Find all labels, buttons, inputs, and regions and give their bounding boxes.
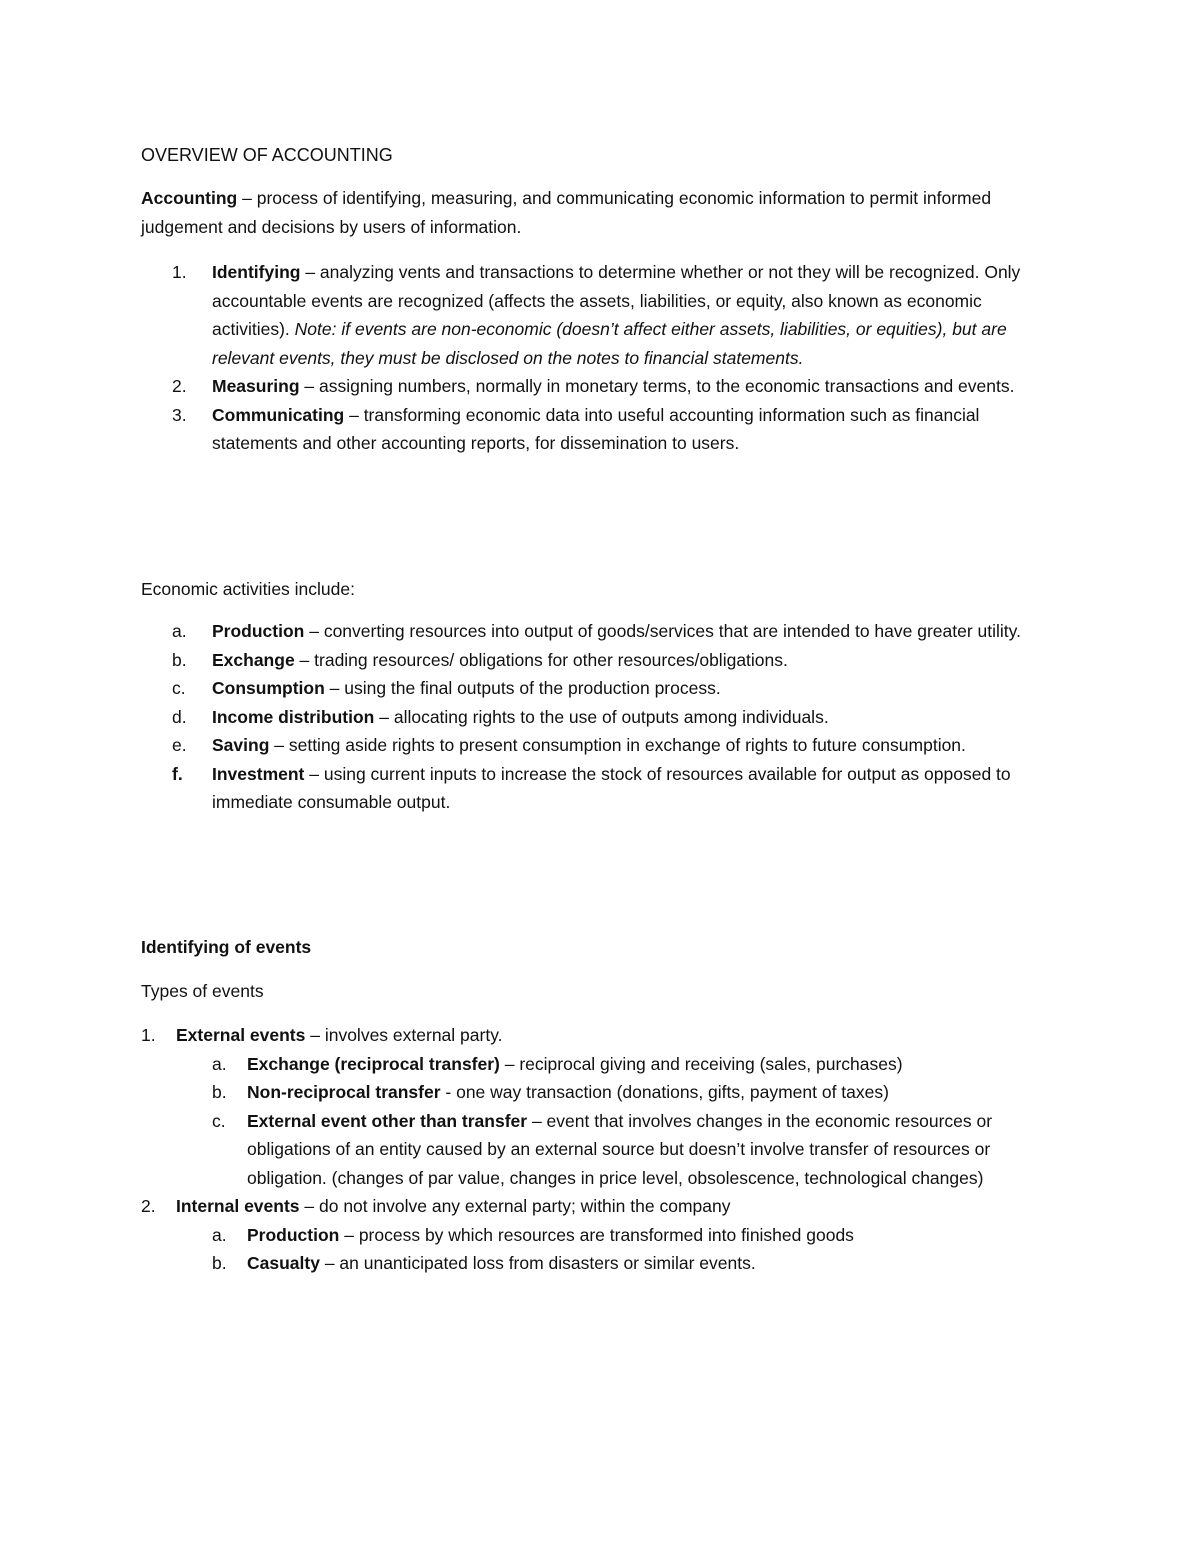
step-text: – assigning numbers, normally in monetary terms, to the economic transactions and events. [299, 376, 1015, 396]
event-term: External event other than transfer [247, 1110, 528, 1131]
activity-text: – converting resources into output of goods/services that are intended to have greater utility. [304, 621, 1021, 641]
list-marker: a. [172, 621, 187, 641]
event-text: - one way transaction (donations, gifts, payment of taxes) [440, 1082, 889, 1102]
list-marker: b. [212, 1082, 227, 1102]
step-note: Note: if events are non-economic (doesn’t affect either assets, liabilities, or equities), but are relevant events, they must be disclosed on the notes to financial statements. [212, 319, 1007, 368]
step-text: – transforming economic data into useful accounting information such as financial statements and other accounting reports, for dissemination to users. [212, 404, 980, 453]
step-text: – analyzing vents and transactions to determine whether or not they will be recognized. Only accountable events are recognized (affects the assets, liabilities, or equity, also known as economic activities). [212, 262, 1021, 339]
list-item [141, 1021, 1061, 1050]
list-marker: e. [172, 735, 187, 755]
event-text: – involves external party. [305, 1025, 503, 1045]
activity-text: – using the final outputs of the production process. [324, 678, 721, 698]
list-marker: 3. [172, 404, 187, 425]
list-item [141, 731, 1061, 760]
section-heading: Identifying of events [141, 937, 312, 957]
list-marker: a. [212, 1053, 227, 1074]
step-term: Identifying [212, 262, 301, 282]
list-item [141, 760, 1061, 817]
list-marker: b. [212, 1253, 227, 1273]
event-term: Production [247, 1224, 340, 1245]
event-term: Exchange (reciprocal transfer) [247, 1053, 500, 1074]
list-item [141, 258, 1061, 372]
economic-activities-label: Economic activities include: [141, 579, 355, 599]
page-title: OVERVIEW OF ACCOUNTING [141, 145, 393, 165]
sub-list-item [141, 1078, 1061, 1107]
list-marker: a. [212, 1224, 227, 1245]
event-term: External events [176, 1025, 306, 1045]
definition-term: Accounting [141, 188, 238, 208]
event-term: Casualty [247, 1253, 320, 1273]
sub-list-item [141, 1107, 1061, 1193]
sub-list-item [141, 1221, 1061, 1250]
activity-term: Production [212, 621, 305, 641]
activity-term: Investment [212, 763, 305, 784]
types-of-events-label: Types of events [141, 981, 264, 1001]
list-item [141, 617, 1061, 646]
list-marker: c. [212, 1110, 226, 1131]
list-marker: b. [172, 649, 187, 670]
list-item [141, 372, 1061, 401]
event-text: – event that involves changes in the economic resources or obligations of an entity caused by an external source but doesn’t involve transfer of resources or obligation. (changes of par value, changes in price level, obsolescence, technological changes) [247, 1110, 993, 1188]
list-marker: d. [172, 706, 187, 727]
step-term: Measuring [212, 376, 300, 396]
activity-text: – allocating rights to the use of outputs among individuals. [374, 706, 829, 727]
list-item [141, 674, 1061, 703]
accounting-definition [141, 184, 1061, 241]
definition-text: – process of identifying, measuring, and communicating economic information to permit informed judgement and decisions by users of information. [141, 188, 992, 237]
list-item [141, 401, 1061, 458]
event-term: Non-reciprocal transfer [247, 1082, 441, 1102]
accounting-steps-list [141, 258, 1061, 458]
event-term: Internal events [176, 1196, 300, 1216]
sub-list-item [141, 1249, 1061, 1278]
activity-term: Income distribution [212, 706, 375, 727]
activity-text: – setting aside rights to present consumption in exchange of rights to future consumption. [269, 735, 966, 755]
list-item [141, 703, 1061, 732]
list-item [141, 1192, 1061, 1221]
activity-text: – trading resources/ obligations for other resources/obligations. [294, 649, 788, 670]
event-text: – an unanticipated loss from disasters or similar events. [319, 1253, 756, 1273]
list-marker: 2. [141, 1196, 156, 1216]
list-marker: c. [172, 678, 186, 698]
list-item [141, 646, 1061, 675]
activity-text: – using current inputs to increase the stock of resources available for output as opposed to immediate consumable output. [212, 763, 1011, 812]
economic-activities-list [141, 617, 1061, 817]
sub-list-item [141, 1050, 1061, 1079]
events-list [141, 1021, 1061, 1278]
activity-term: Saving [212, 735, 270, 755]
list-marker: 2. [172, 376, 187, 396]
event-text: – process by which resources are transformed into finished goods [339, 1224, 854, 1245]
activity-term: Exchange [212, 649, 295, 670]
list-marker: 1. [172, 262, 187, 282]
event-text: – do not involve any external party; within the company [299, 1196, 731, 1216]
activity-term: Consumption [212, 678, 325, 698]
step-term: Communicating [212, 404, 345, 425]
list-marker: 1. [141, 1025, 156, 1045]
event-text: – reciprocal giving and receiving (sales, purchases) [499, 1053, 903, 1074]
list-marker: f. [172, 763, 183, 784]
